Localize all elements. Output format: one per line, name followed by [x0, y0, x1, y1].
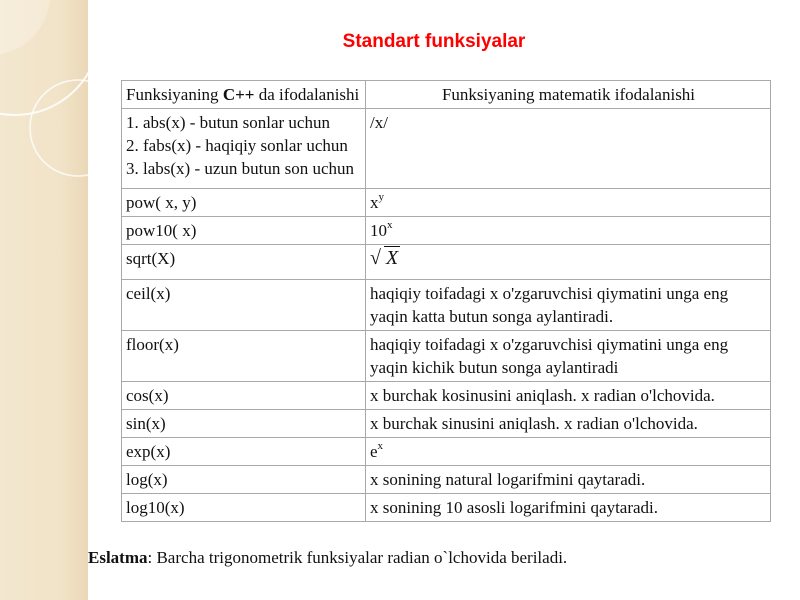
header-cpp-expression: Funksiyaning C++ da ifodalanishi	[122, 81, 366, 109]
math-cell: 10$^x$	[366, 217, 771, 245]
table-row-exp	[122, 438, 771, 466]
table-row-log	[122, 466, 771, 494]
table-row-log10	[122, 494, 771, 522]
table-row-floor	[122, 331, 771, 382]
table-row-pow10	[122, 217, 771, 245]
cpp-cell: exp(x)	[122, 438, 366, 466]
table-row-sin	[122, 410, 771, 438]
page-title: Standart funksiyalar	[342, 31, 526, 52]
note	[88, 548, 567, 568]
cpp-cell: ceil(x)	[122, 280, 366, 331]
cpp-cell: floor(x)	[122, 331, 366, 382]
math-cell: x sonining 10 asosli logarifmini qaytaradi.	[366, 494, 771, 522]
math-cell: $x^y$	[366, 189, 771, 217]
cpp-cell: log(x)	[122, 466, 366, 494]
math-cell: /x/	[366, 109, 771, 189]
table-row-ceil	[122, 280, 771, 331]
note-label: Eslatma	[88, 548, 148, 567]
cpp-cell: pow( x, y)	[122, 189, 366, 217]
decorative-arcs	[0, 0, 110, 200]
math-cell	[366, 245, 771, 280]
math-cell: x burchak kosinusini aniqlash. x radian o'lchovida.	[366, 382, 771, 410]
sqrt-symbol: √ X	[370, 247, 399, 269]
math-cell: x burchak sinusini aniqlash. x radian o'lchovida.	[366, 410, 771, 438]
header-math-expression: Funksiyaning matematik ifodalanishi	[366, 81, 771, 109]
cpp-cell: 1. abs(x) - butun sonlar uchun 2. fabs(x) - haqiqiy sonlar uchun 3. labs(x) - uzun butun son uchun	[122, 109, 366, 189]
cpp-cell: cos(x)	[122, 382, 366, 410]
note-text: : Barcha trigonometrik funksiyalar radian o`lchovida beriladi.	[147, 548, 568, 567]
math-cell: haqiqiy toifadagi x o'zgaruvchisi qiymatini unga eng yaqin kichik butun songa aylantiradi	[366, 331, 771, 382]
table-header-row	[122, 81, 771, 109]
cpp-cell: pow10( x)	[122, 217, 366, 245]
functions-table	[121, 80, 771, 522]
table-row-sqrt	[122, 245, 771, 280]
cpp-cell: log10(x)	[122, 494, 366, 522]
table-row-pow	[122, 189, 771, 217]
cpp-cell: sqrt(X)	[122, 245, 366, 280]
math-cell: x sonining natural logarifmini qaytaradi.	[366, 466, 771, 494]
table-row-abs	[122, 109, 771, 189]
cpp-cell: sin(x)	[122, 410, 366, 438]
table-row-cos	[122, 382, 771, 410]
math-cell: haqiqiy toifadagi x o'zgaruvchisi qiymatini unga eng yaqin katta butun songa aylantiradi.	[366, 280, 771, 331]
math-cell: $e^x$	[366, 438, 771, 466]
